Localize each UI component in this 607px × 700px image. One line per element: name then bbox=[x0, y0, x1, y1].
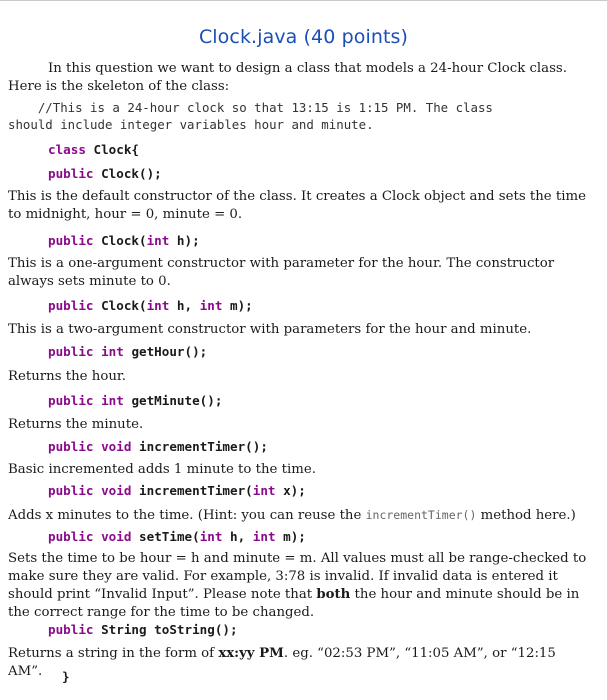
method-name: Clock( bbox=[101, 298, 147, 313]
description-get-hour: Returns the hour. bbox=[8, 369, 127, 384]
code-get-minute bbox=[48, 392, 222, 410]
description-default-constructor: This is the default constructor of the class. It creates a Clock object and sets the time to midnight, hour = 0, minute = 0. bbox=[8, 189, 586, 222]
description-increment-timer-x bbox=[8, 506, 588, 525]
text-part: the hour and minute should be in the correct range for the time to be changed. bbox=[8, 587, 580, 620]
intro-paragraph: In this question we want to design a class that models a 24-hour Clock class. Here is the skeleton of the class: bbox=[8, 61, 567, 94]
method-signature: Clock(); bbox=[101, 166, 162, 181]
type-int: int bbox=[199, 298, 223, 313]
method-signature: getMinute(); bbox=[131, 393, 223, 408]
code-set-time bbox=[48, 528, 306, 546]
bold-text: xx:yy PM bbox=[218, 646, 284, 661]
code-to-string bbox=[48, 621, 238, 639]
code-class-declaration bbox=[48, 141, 139, 159]
keyword-public: public bbox=[48, 393, 94, 408]
type-int: int bbox=[199, 529, 223, 544]
code-default-constructor bbox=[48, 165, 162, 183]
description-increment-timer: Basic incremented adds 1 minute to the time. bbox=[8, 462, 316, 477]
keyword-public: public bbox=[48, 298, 94, 313]
params-mid: h, bbox=[222, 529, 253, 544]
closing-brace: } bbox=[62, 669, 70, 684]
keyword-public: public bbox=[48, 166, 94, 181]
code-increment-timer bbox=[48, 438, 268, 456]
inline-code: incrementTimer() bbox=[365, 508, 477, 522]
keyword-public: public bbox=[48, 233, 94, 248]
method-name: setTime( bbox=[139, 529, 200, 544]
code-get-hour bbox=[48, 343, 207, 361]
type-int: int bbox=[252, 529, 276, 544]
keyword-public: public bbox=[48, 344, 94, 359]
type-void: void bbox=[101, 439, 132, 454]
text-part: . eg. “02:53 PM”, “11:05 AM”, or “12:15 AM”. bbox=[8, 646, 556, 679]
text-part: method here.) bbox=[476, 508, 576, 523]
method-name: Clock( bbox=[101, 233, 147, 248]
method-signature: getHour(); bbox=[131, 344, 208, 359]
text-part: Sets the time to be hour = h and minute = m. All values must all be range-checked to make sure they are valid. For example, 3:78 is invalid. If invalid data is entered it should print “Invalid Input”. Please note that bbox=[8, 551, 587, 602]
params-rest: m); bbox=[275, 529, 306, 544]
code-two-arg-constructor bbox=[48, 297, 253, 315]
code-comment-line-2: should include integer variables hour and minute. bbox=[8, 117, 374, 132]
top-divider bbox=[0, 0, 607, 1]
description-get-minute: Returns the minute. bbox=[8, 417, 144, 432]
description-two-arg-constructor: This is a two-argument constructor with parameters for the hour and minute. bbox=[8, 322, 532, 337]
text-part: Returns a string in the form of bbox=[8, 646, 219, 661]
params-rest: h); bbox=[169, 233, 200, 248]
type-void: void bbox=[101, 483, 132, 498]
code-closing-brace bbox=[62, 668, 70, 686]
type-int: int bbox=[101, 344, 124, 359]
keyword-public: public bbox=[48, 439, 94, 454]
type-int: int bbox=[101, 393, 124, 408]
text-part: Adds x minutes to the time. (Hint: you can reuse the bbox=[8, 508, 366, 523]
method-signature: incrementTimer(); bbox=[139, 439, 268, 454]
method-name: incrementTimer( bbox=[139, 483, 253, 498]
keyword-public: public bbox=[48, 622, 94, 637]
params-rest: x); bbox=[275, 483, 306, 498]
method-signature: String toString(); bbox=[101, 622, 238, 637]
params-mid: h, bbox=[169, 298, 200, 313]
keyword-public: public bbox=[48, 483, 94, 498]
class-name: Clock{ bbox=[93, 142, 140, 157]
keyword-class: class bbox=[48, 142, 86, 157]
keyword-public: public bbox=[48, 529, 94, 544]
code-increment-timer-x bbox=[48, 482, 306, 500]
page-title: Clock.java (40 points) bbox=[198, 26, 409, 48]
description-one-arg-constructor: This is a one-argument constructor with parameter for the hour. The constructor always sets minute to 0. bbox=[8, 256, 555, 289]
type-int: int bbox=[146, 233, 170, 248]
type-int: int bbox=[252, 483, 276, 498]
code-one-arg-constructor bbox=[48, 232, 200, 250]
params-rest: m); bbox=[222, 298, 253, 313]
bold-text: both bbox=[316, 587, 351, 602]
code-comment-line-1: //This is a 24-hour clock so that 13:15 is 1:15 PM. The class bbox=[8, 100, 493, 115]
type-int: int bbox=[146, 298, 170, 313]
type-void: void bbox=[101, 529, 132, 544]
description-to-string bbox=[8, 645, 588, 681]
description-set-time bbox=[8, 550, 588, 622]
